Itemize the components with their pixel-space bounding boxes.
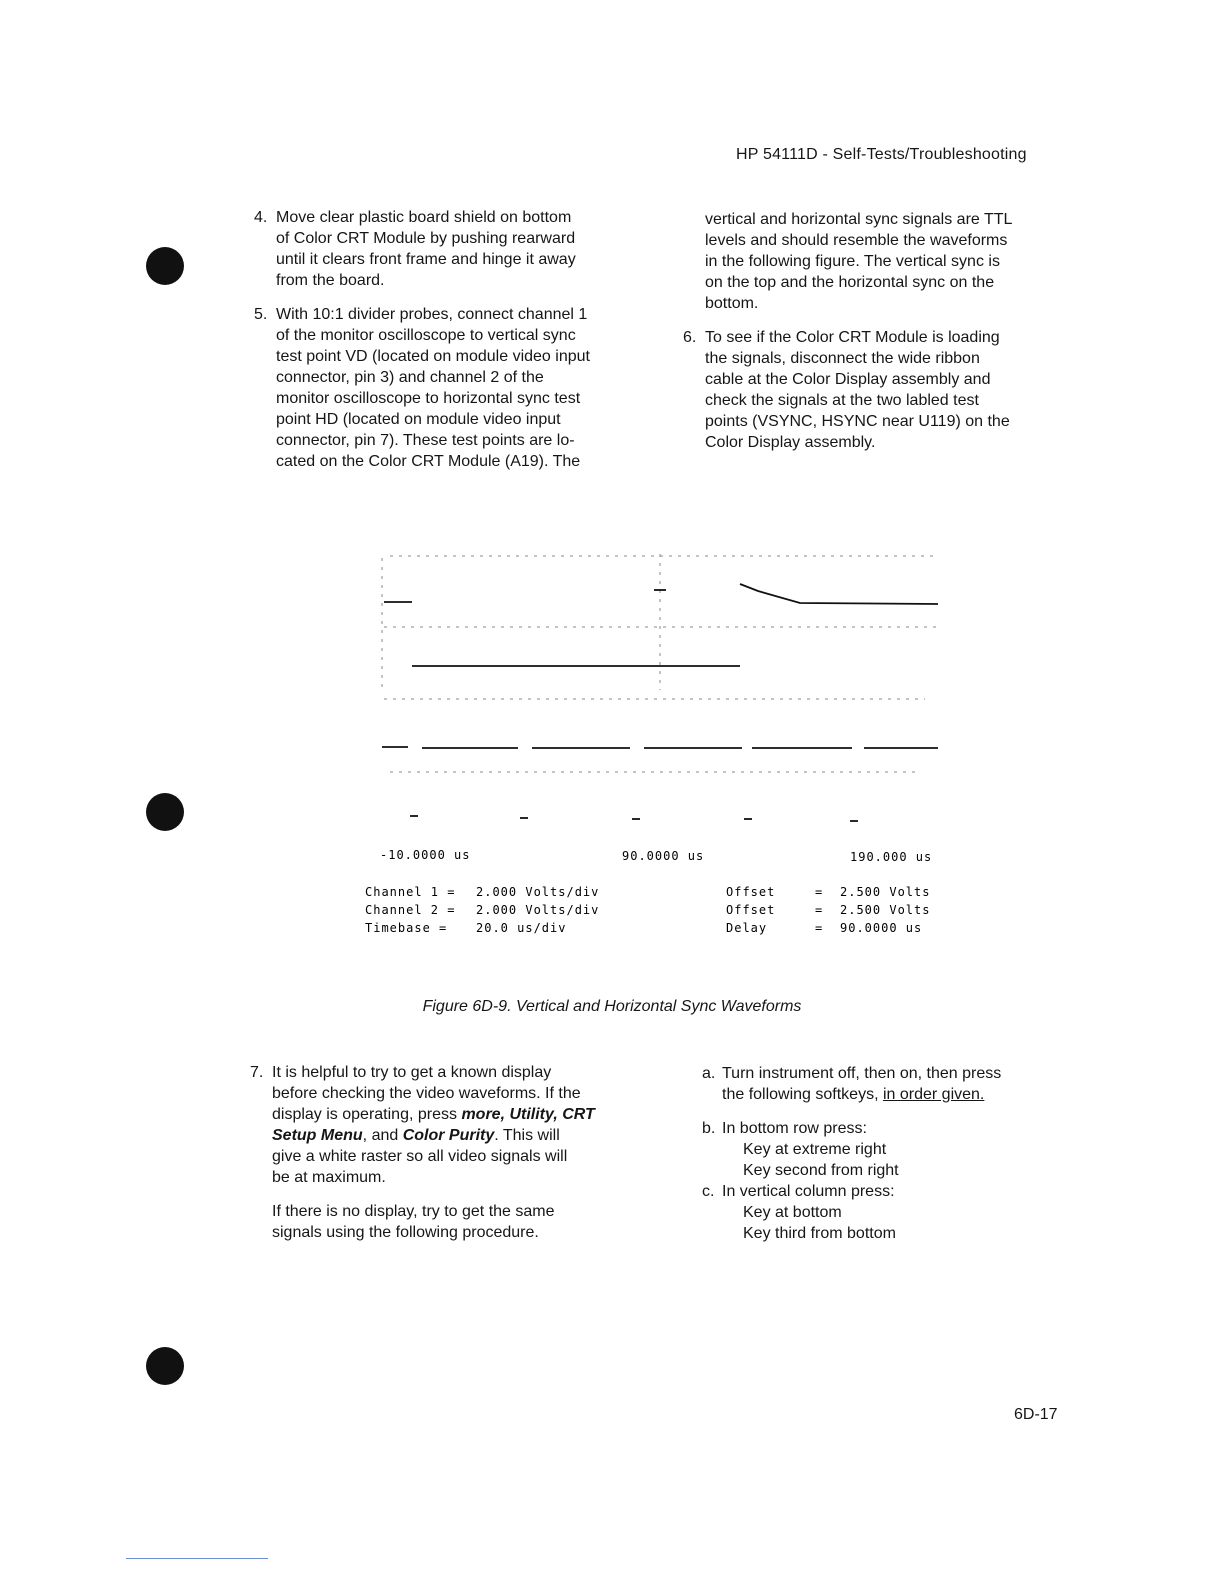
graticule: [382, 554, 938, 772]
step-line: Move clear plastic board shield on bottom: [276, 209, 572, 226]
horizontal-sync-trace: [382, 747, 938, 821]
substep-letter: b.: [702, 1120, 716, 1137]
time-label-left: -10.0000 us: [380, 848, 471, 862]
readout-label: Channel 1 =: [365, 885, 456, 899]
step-line: give a white raster so all video signals will: [272, 1148, 568, 1165]
step-line: [272, 1125, 662, 1146]
readout-value: 20.0 us/div: [476, 921, 567, 935]
step-line: before checking the video waveforms. If the: [272, 1085, 581, 1102]
step-line: be at maximum.: [272, 1169, 386, 1186]
softkey-more: more: [461, 1106, 501, 1123]
substep-key: Key at extreme right: [743, 1141, 887, 1158]
readout-param: Offset: [726, 903, 776, 917]
binder-hole-bottom: [146, 1347, 184, 1385]
step-line: connector, pin 7). These test points are lo-: [276, 432, 575, 449]
right-column: [683, 209, 1075, 466]
step-line: signals using the following procedure.: [272, 1224, 539, 1241]
readout-param: Delay: [726, 921, 768, 935]
substep-line: Turn instrument off, then on, then press: [722, 1065, 1002, 1082]
step-line: monitor oscilloscope to horizontal sync test: [276, 390, 581, 407]
step-5-continuation: [705, 209, 1075, 314]
text-line: vertical and horizontal sync signals are TTL: [705, 211, 1013, 228]
substep-key: Key second from right: [743, 1162, 899, 1179]
substep-letter: c.: [702, 1183, 715, 1200]
step-line: of the monitor oscilloscope to vertical sync: [276, 327, 576, 344]
figure-caption: Figure 6D-9. Vertical and Horizontal Sync Waveforms: [422, 998, 802, 1015]
binder-hole-top: [146, 247, 184, 285]
time-label-right: 190.000 us: [850, 850, 933, 864]
step-line: cated on the Color CRT Module (A19). The: [276, 453, 581, 470]
trace-segment: [740, 584, 938, 604]
readout-label: Timebase =: [365, 921, 448, 935]
substep-text: the following softkeys,: [722, 1086, 883, 1103]
page-number: 6D-17: [1014, 1406, 1058, 1423]
softkey-utility: Utility: [509, 1106, 554, 1123]
readout-eq: =: [815, 885, 824, 899]
substeps: [702, 1063, 1082, 1244]
substep-key: Key at bottom: [743, 1204, 842, 1221]
running-header: HP 54111D - Self-Tests/Troubleshooting: [736, 146, 1027, 163]
step-line: cable at the Color Display assembly and: [705, 371, 991, 388]
step-line: With 10:1 divider probes, connect channel 1: [276, 306, 588, 323]
step-number: 7.: [250, 1064, 264, 1081]
step-line: test point VD (located on module video input: [276, 348, 590, 365]
substep-underlined: in order given.: [882, 1086, 985, 1103]
step-text: , and: [362, 1127, 403, 1144]
readout-label: Channel 2 =: [365, 903, 456, 917]
text-line: bottom.: [705, 295, 759, 312]
step-line: It is helpful to try to get a known display: [272, 1064, 552, 1081]
readout-value: 2.000 Volts/div: [476, 903, 600, 917]
step-7: [250, 1062, 662, 1243]
substep-line: In vertical column press:: [722, 1183, 895, 1200]
oscilloscope-display: [360, 540, 960, 940]
readout-param-value: 2.500 Volts: [840, 885, 931, 899]
readout-param: Offset: [726, 885, 776, 899]
softkey-setup-menu: Setup Menu: [272, 1127, 363, 1144]
step-6: [683, 327, 1075, 453]
substep-b: [702, 1118, 1082, 1181]
step-line: points (VSYNC, HSYNC near U119) on the: [705, 413, 1010, 430]
substep-line: In bottom row press:: [722, 1120, 867, 1137]
step-line: Color Display assembly.: [705, 434, 876, 451]
softkey-color-purity: Color Purity: [402, 1127, 495, 1144]
readout-param-value: 2.500 Volts: [840, 903, 931, 917]
step-line: point HD (located on module video input: [276, 411, 561, 428]
substep-letter: a.: [702, 1065, 716, 1082]
vertical-sync-trace: [384, 584, 938, 666]
text-line: on the top and the horizontal sync on the: [705, 274, 995, 291]
step-line: the signals, disconnect the wide ribbon: [705, 350, 980, 367]
step-line: until it clears front frame and hinge it away: [276, 251, 576, 268]
substep-a: [702, 1063, 1082, 1105]
step-text: display is operating, press: [272, 1106, 462, 1123]
step-line: To see if the Color CRT Module is loading: [705, 329, 1000, 346]
step-line: check the signals at the two labled test: [705, 392, 979, 409]
time-label-center: 90.0000 us: [622, 849, 705, 863]
step-5: [254, 304, 666, 472]
punctuation: ,: [553, 1106, 563, 1123]
readout-eq: =: [815, 903, 824, 917]
text-line: in the following figure. The vertical sync is: [705, 253, 1000, 270]
text-line: levels and should resemble the waveforms: [705, 232, 1008, 249]
binder-hole-middle: [146, 793, 184, 831]
step-number: 4.: [254, 209, 268, 226]
punctuation: ,: [500, 1106, 510, 1123]
softkey-crt: CRT: [562, 1106, 595, 1123]
substep-line: [722, 1084, 1082, 1105]
readout-eq: =: [815, 921, 824, 935]
step-line: from the board.: [276, 272, 385, 289]
substep-key: Key third from bottom: [743, 1225, 896, 1242]
step-4: [254, 207, 666, 291]
step-text: . This will: [494, 1127, 560, 1144]
step-line: [272, 1104, 662, 1125]
step-line: connector, pin 3) and channel 2 of the: [276, 369, 544, 386]
substep-c: [702, 1181, 1082, 1244]
step-line: If there is no display, try to get the same: [272, 1203, 555, 1220]
step-number: 6.: [683, 329, 697, 346]
step-number: 5.: [254, 306, 268, 323]
step-line: of Color CRT Module by pushing rearward: [276, 230, 576, 247]
readout-param-value: 90.0000 us: [840, 921, 923, 935]
readout-value: 2.000 Volts/div: [476, 885, 600, 899]
page-edge-rule: [126, 1558, 268, 1559]
left-column: [254, 207, 666, 485]
